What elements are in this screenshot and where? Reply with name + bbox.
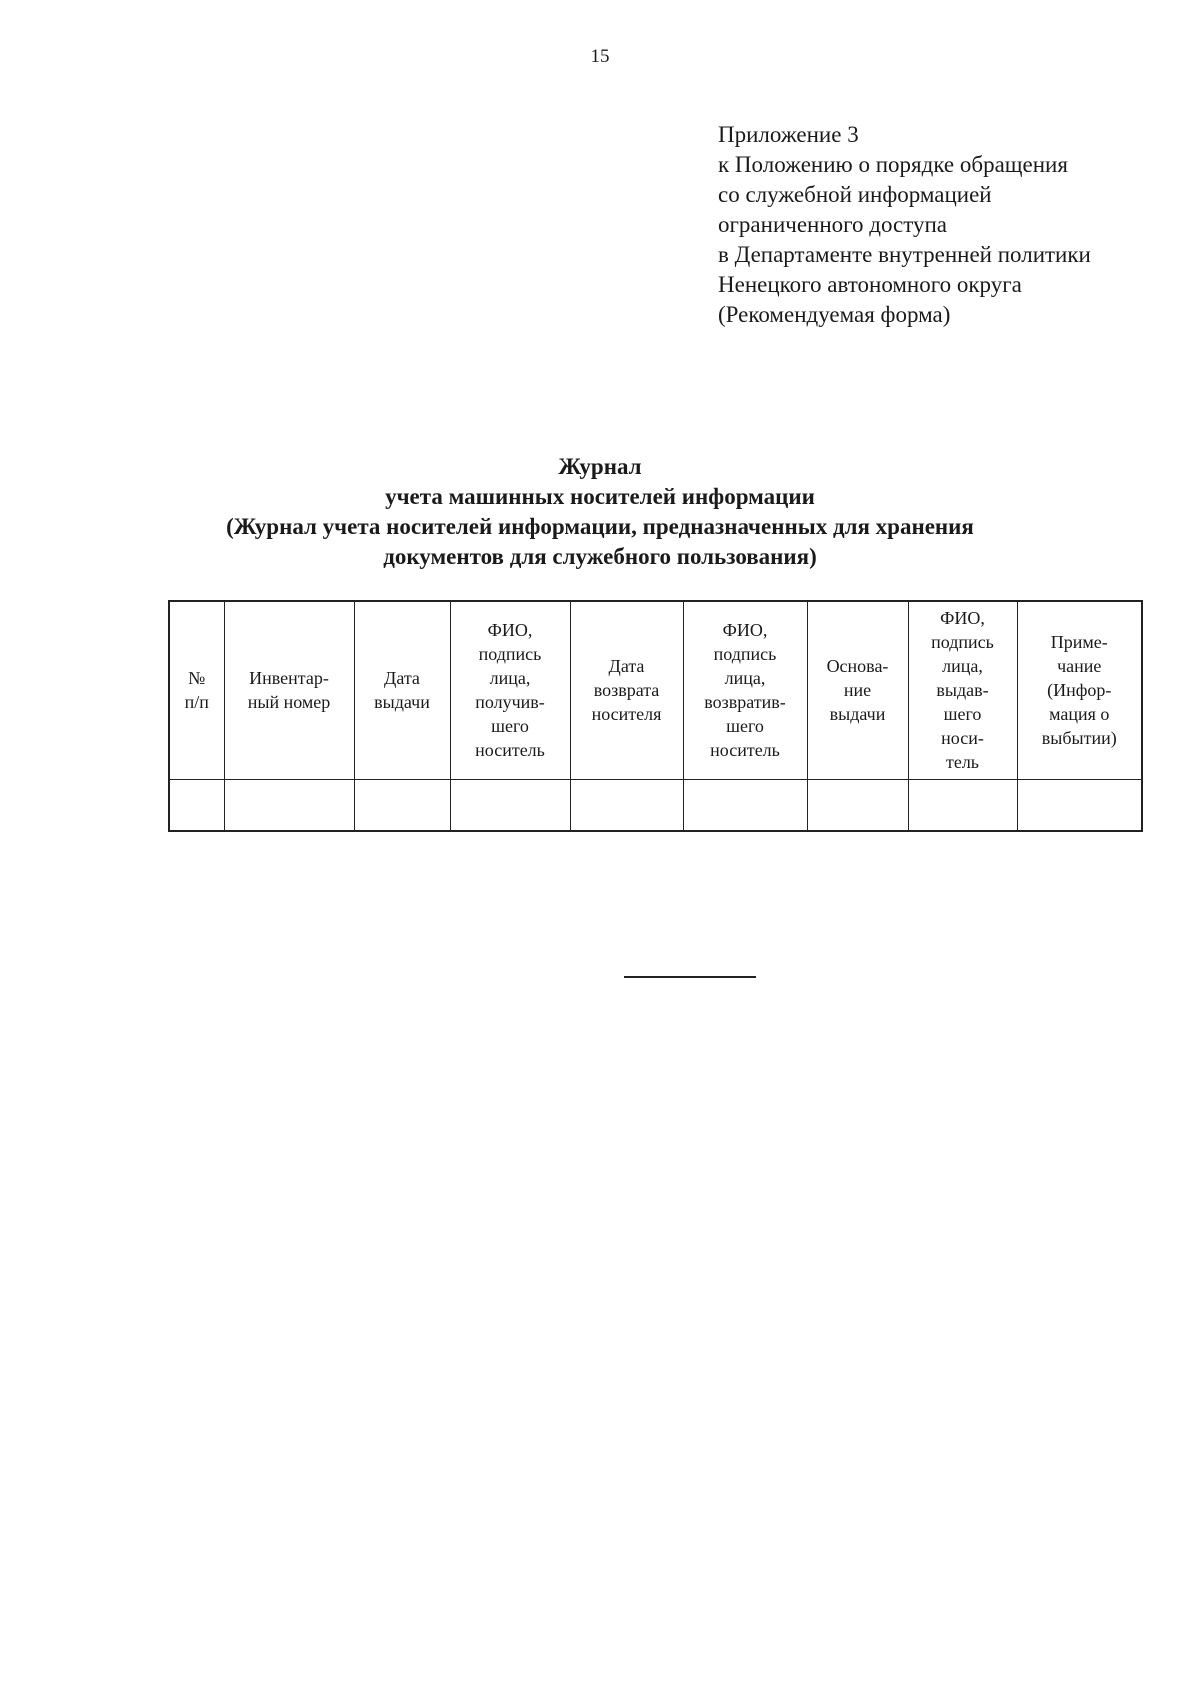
- table-cell: [169, 779, 224, 831]
- column-header-label: Дата выдачи: [374, 668, 430, 713]
- column-header: [570, 601, 683, 779]
- table-cell: [570, 779, 683, 831]
- journal-title-line: учета машинных носителей информации: [385, 484, 815, 509]
- column-header-label: Инвентар- ный номер: [247, 668, 331, 713]
- column-header-label: Приме- чание (Инфор- мация о выбытии): [1041, 632, 1117, 749]
- column-header: [908, 601, 1017, 779]
- column-header: [169, 601, 224, 779]
- appendix-header: [718, 120, 1188, 330]
- appendix-line: в Департаменте внутренней политики: [718, 242, 1091, 267]
- appendix-line: к Положению о порядке обращения: [718, 152, 1068, 177]
- journal-title-line: Журнал: [558, 454, 642, 479]
- appendix-line: Ненецкого автономного округа: [718, 272, 1022, 297]
- column-header-label: ФИО, подпись лица, выдав- шего носи- тель: [931, 608, 994, 773]
- journal-table: [168, 600, 1143, 832]
- table-cell: [683, 779, 807, 831]
- appendix-line: со служебной информацией: [718, 182, 992, 207]
- column-header-label: № п/п: [184, 668, 209, 713]
- column-header-label: Дата возврата носителя: [591, 656, 662, 725]
- appendix-line: Приложение 3: [718, 122, 859, 147]
- journal-title-line: (Журнал учета носителей информации, предназначенных для хранения: [226, 514, 974, 539]
- column-header: [450, 601, 570, 779]
- column-header: [807, 601, 908, 779]
- end-divider: [624, 976, 756, 978]
- journal-title-line: документов для служебного пользования): [383, 544, 817, 569]
- table-row: [169, 779, 1142, 831]
- appendix-line: (Рекомендуемая форма): [718, 302, 951, 327]
- table-header-row: [169, 601, 1142, 779]
- table-cell: [354, 779, 450, 831]
- appendix-line: ограниченного доступа: [718, 212, 948, 237]
- column-header-label: ФИО, подпись лица, получив- шего носитель: [475, 620, 545, 761]
- page-number: 15: [590, 46, 610, 67]
- table-cell: [1017, 779, 1142, 831]
- table-cell: [807, 779, 908, 831]
- column-header: [1017, 601, 1142, 779]
- journal-title: [0, 452, 1200, 572]
- table-cell: [224, 779, 354, 831]
- column-header: [354, 601, 450, 779]
- column-header: [224, 601, 354, 779]
- column-header-label: ФИО, подпись лица, возвратив- шего носитель: [704, 620, 786, 761]
- column-header-label: Основа- ние выдачи: [826, 656, 889, 725]
- table-cell: [450, 779, 570, 831]
- column-header: [683, 601, 807, 779]
- table-cell: [908, 779, 1017, 831]
